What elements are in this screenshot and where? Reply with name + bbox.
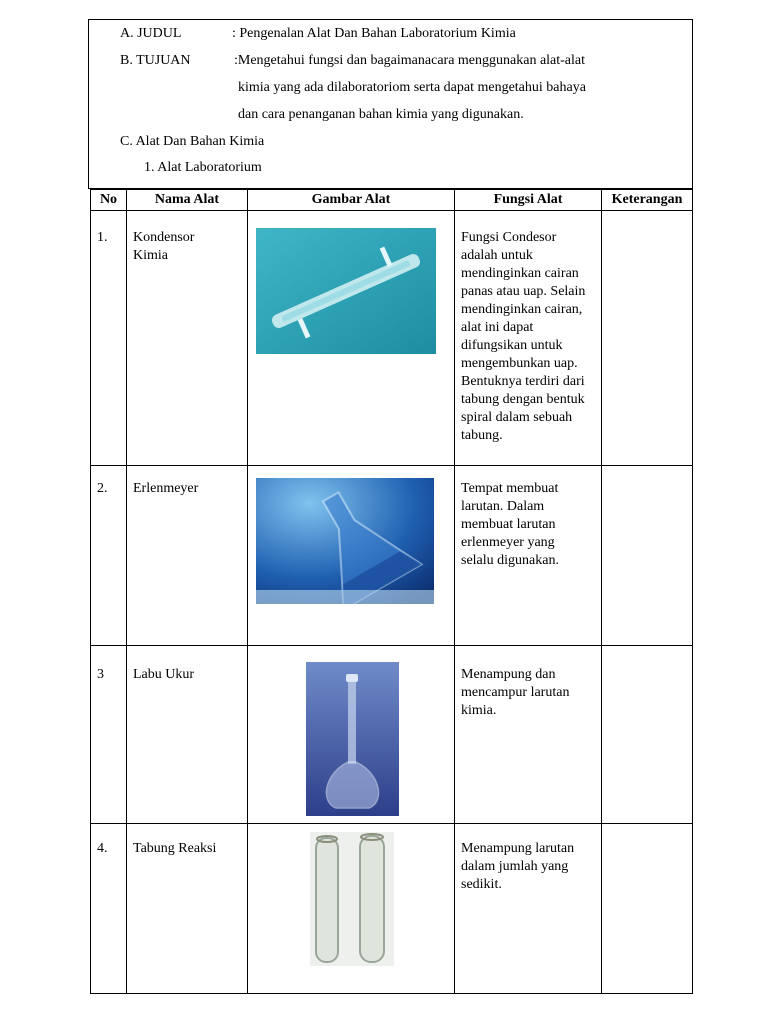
cell-fungsi [455,646,602,824]
nama-line: Labu Ukur [133,667,195,682]
alat-table [90,189,693,994]
tujuan-line-2: kimia yang ada dilaboratoriom serta dapat mengetahui bahaya [238,80,586,95]
row-no: 4. [97,841,108,856]
tujuan-line-1: :Mengetahui fungsi dan bagaimanacara menggunakan alat-alat [234,53,586,68]
fungsi-line: Tempat membuat [461,481,559,496]
cell-gambar [248,211,455,466]
row-no: 1. [97,230,108,245]
cell-keterangan [602,646,693,824]
section-c-heading: C. Alat Dan Bahan Kimia [120,134,265,149]
col-header-nama: Nama Alat [127,190,248,211]
fungsi-line: erlenmeyer yang [461,535,555,550]
fungsi-line: adalah untuk [461,248,533,263]
fungsi-line: difungsikan untuk [461,338,563,353]
table-header-row [91,190,693,211]
cell-nama [127,211,248,466]
tujuan-label: B. TUJUAN [120,53,191,68]
fungsi-line: alat ini dapat [461,320,534,335]
table-row [91,211,693,466]
condenser-image [248,211,454,354]
fungsi-line: Menampung dan [461,667,556,682]
table-row [91,466,693,646]
cell-gambar [248,824,455,994]
fungsi-line: Bentuknya terdiri dari [461,374,585,389]
fungsi-line: panas atau uap. Selain [461,284,586,299]
col-header-keterangan: Keterangan [602,190,693,211]
fungsi-line: tabung. [461,428,503,443]
cell-no [91,466,127,646]
col-header-no: No [91,190,127,211]
nama-line: Erlenmeyer [133,481,199,496]
subsection-1-heading: 1. Alat Laboratorium [144,160,262,175]
volumetric-flask-image [248,646,454,816]
cell-no [91,824,127,994]
fungsi-line: spiral dalam sebuah [461,410,573,425]
table-row [91,824,693,994]
col-header-gambar: Gambar Alat [248,190,455,211]
cell-keterangan [602,211,693,466]
fungsi-line: membuat larutan [461,517,556,532]
cell-fungsi [455,211,602,466]
fungsi-line: tabung dengan bentuk [461,392,585,407]
cell-keterangan [602,824,693,994]
cell-gambar [248,466,455,646]
cell-gambar [248,646,455,824]
nama-line: Kondensor [133,230,195,245]
erlenmeyer-image [248,466,454,604]
cell-nama [127,646,248,824]
cell-fungsi [455,824,602,994]
tujuan-line-3: dan cara penanganan bahan kimia yang digunakan. [238,107,524,122]
nama-line: Kimia [133,248,168,263]
fungsi-line: larutan. Dalam [461,499,545,514]
table-row [91,646,693,824]
nama-line: Tabung Reaksi [133,841,217,856]
row-no: 2. [97,481,108,496]
col-header-fungsi: Fungsi Alat [455,190,602,211]
fungsi-line: mencampur larutan [461,685,570,700]
cell-nama [127,824,248,994]
fungsi-line: dalam jumlah yang [461,859,569,874]
fungsi-line: sedikit. [461,877,502,892]
fungsi-line: Menampung larutan [461,841,575,856]
fungsi-line: Fungsi Condesor [461,230,557,245]
fungsi-line: mengembunkan uap. [461,356,578,371]
fungsi-line: kimia. [461,703,497,718]
cell-no [91,211,127,466]
cell-fungsi [455,466,602,646]
row-no: 3 [97,667,104,682]
fungsi-line: mendinginkan cairan, [461,302,583,317]
cell-no [91,646,127,824]
fungsi-line: selalu digunakan. [461,553,559,568]
header-box [88,19,693,189]
judul-label: A. JUDUL [120,26,182,41]
cell-nama [127,466,248,646]
test-tube-image [248,824,454,966]
cell-keterangan [602,466,693,646]
judul-value: : Pengenalan Alat Dan Bahan Laboratorium Kimia [232,26,516,41]
fungsi-line: mendinginkan cairan [461,266,579,281]
